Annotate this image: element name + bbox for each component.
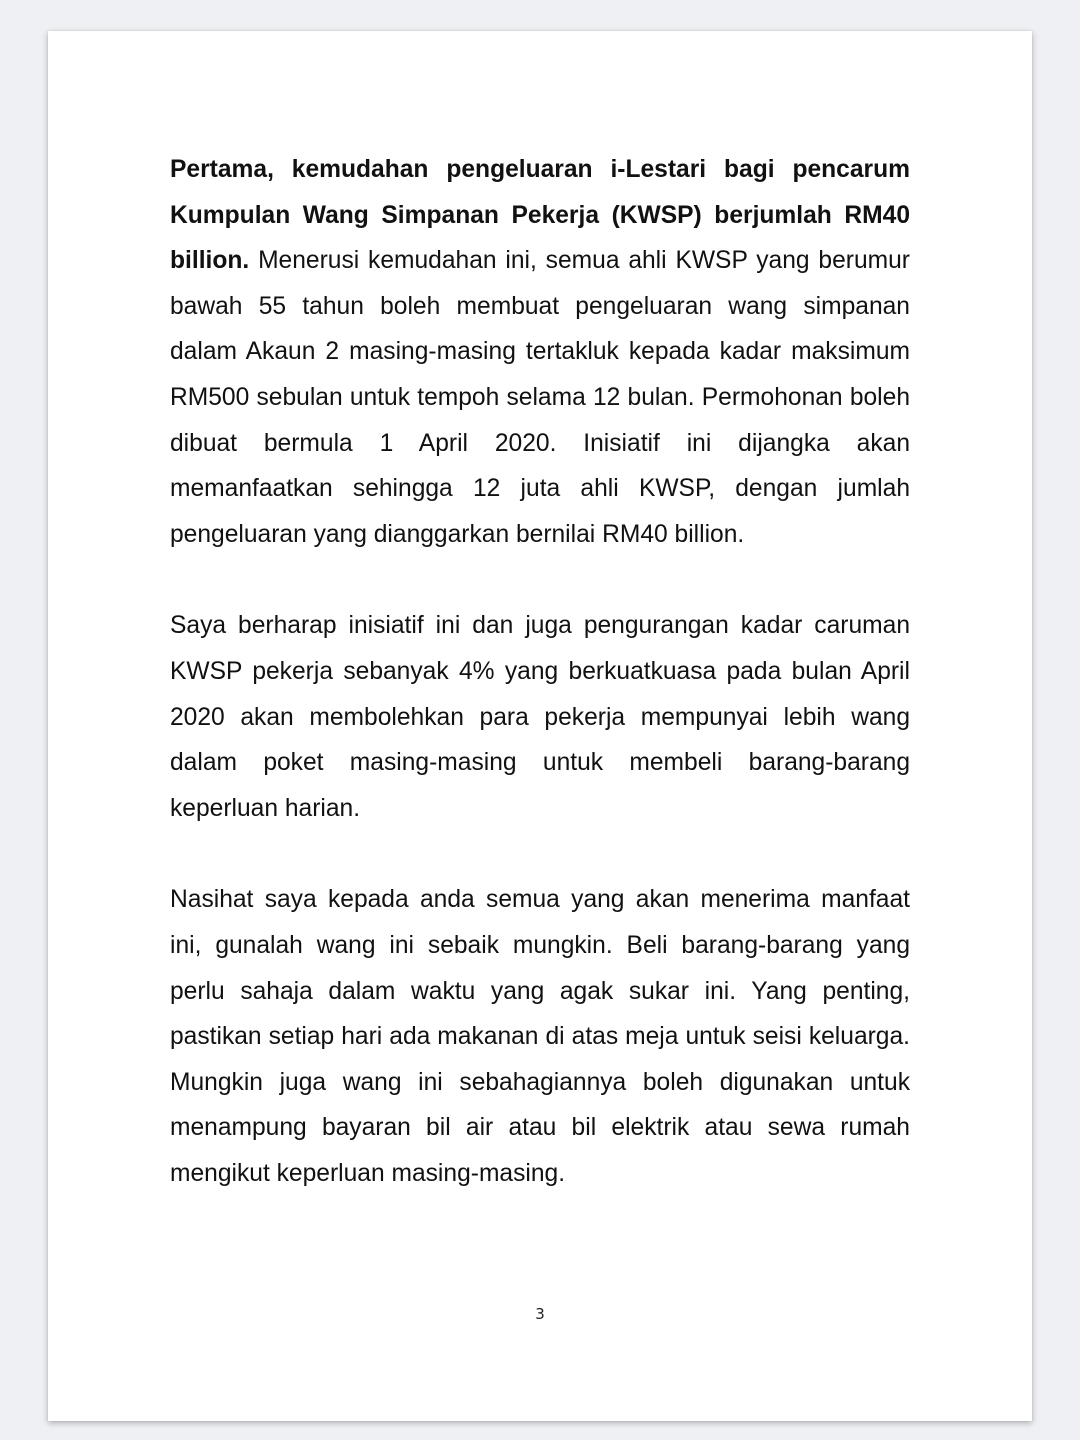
document-page bbox=[48, 31, 1032, 1421]
page-content bbox=[170, 147, 910, 1242]
paragraph-3-text: Nasihat saya kepada anda semua yang akan menerima manfaat ini, gunalah wang ini sebaik mungkin. Beli barang-barang yang perlu sahaja dalam waktu yang agak sukar ini. Yang penting, pastikan setiap hari ada makanan di atas meja untuk seisi keluarga. Mungkin juga wang ini sebahagiannya boleh digunakan untuk menampung bayaran bil air atau bil elektrik atau sewa rumah mengikut keperluan masing-masing. bbox=[170, 886, 910, 1187]
paragraph-1-bold-lead: Pertama, kemudahan pengeluaran i-Lestari bagi pencarum Kumpulan Wang Simpanan Pekerja (KWSP) berjumlah RM40 billion. bbox=[170, 156, 910, 275]
page-number: 3 bbox=[535, 1305, 545, 1323]
paragraph-3 bbox=[170, 877, 910, 1196]
paragraph-2 bbox=[170, 603, 910, 831]
paragraph-2-text: Saya berharap inisiatif ini dan juga pengurangan kadar caruman KWSP pekerja sebanyak 4% yang berkuatkuasa pada bulan April 2020 akan membolehkan para pekerja mempunyai lebih wang dalam poket masing-masing untuk membeli barang-barang keperluan harian. bbox=[170, 612, 910, 822]
paragraph-1-text: Menerusi kemudahan ini, semua ahli KWSP yang berumur bawah 55 tahun boleh membuat pengeluaran wang simpanan dalam Akaun 2 masing-masing tertakluk kepada kadar maksimum RM500 sebulan untuk tempoh selama 12 bulan. Permohonan boleh dibuat bermula 1 April 2020. Inisiatif ini dijangka akan memanfaatkan sehingga 12 juta ahli KWSP, dengan jumlah pengeluaran yang dianggarkan bernilai RM40 billion. bbox=[170, 247, 910, 548]
paragraph-1 bbox=[170, 147, 910, 557]
